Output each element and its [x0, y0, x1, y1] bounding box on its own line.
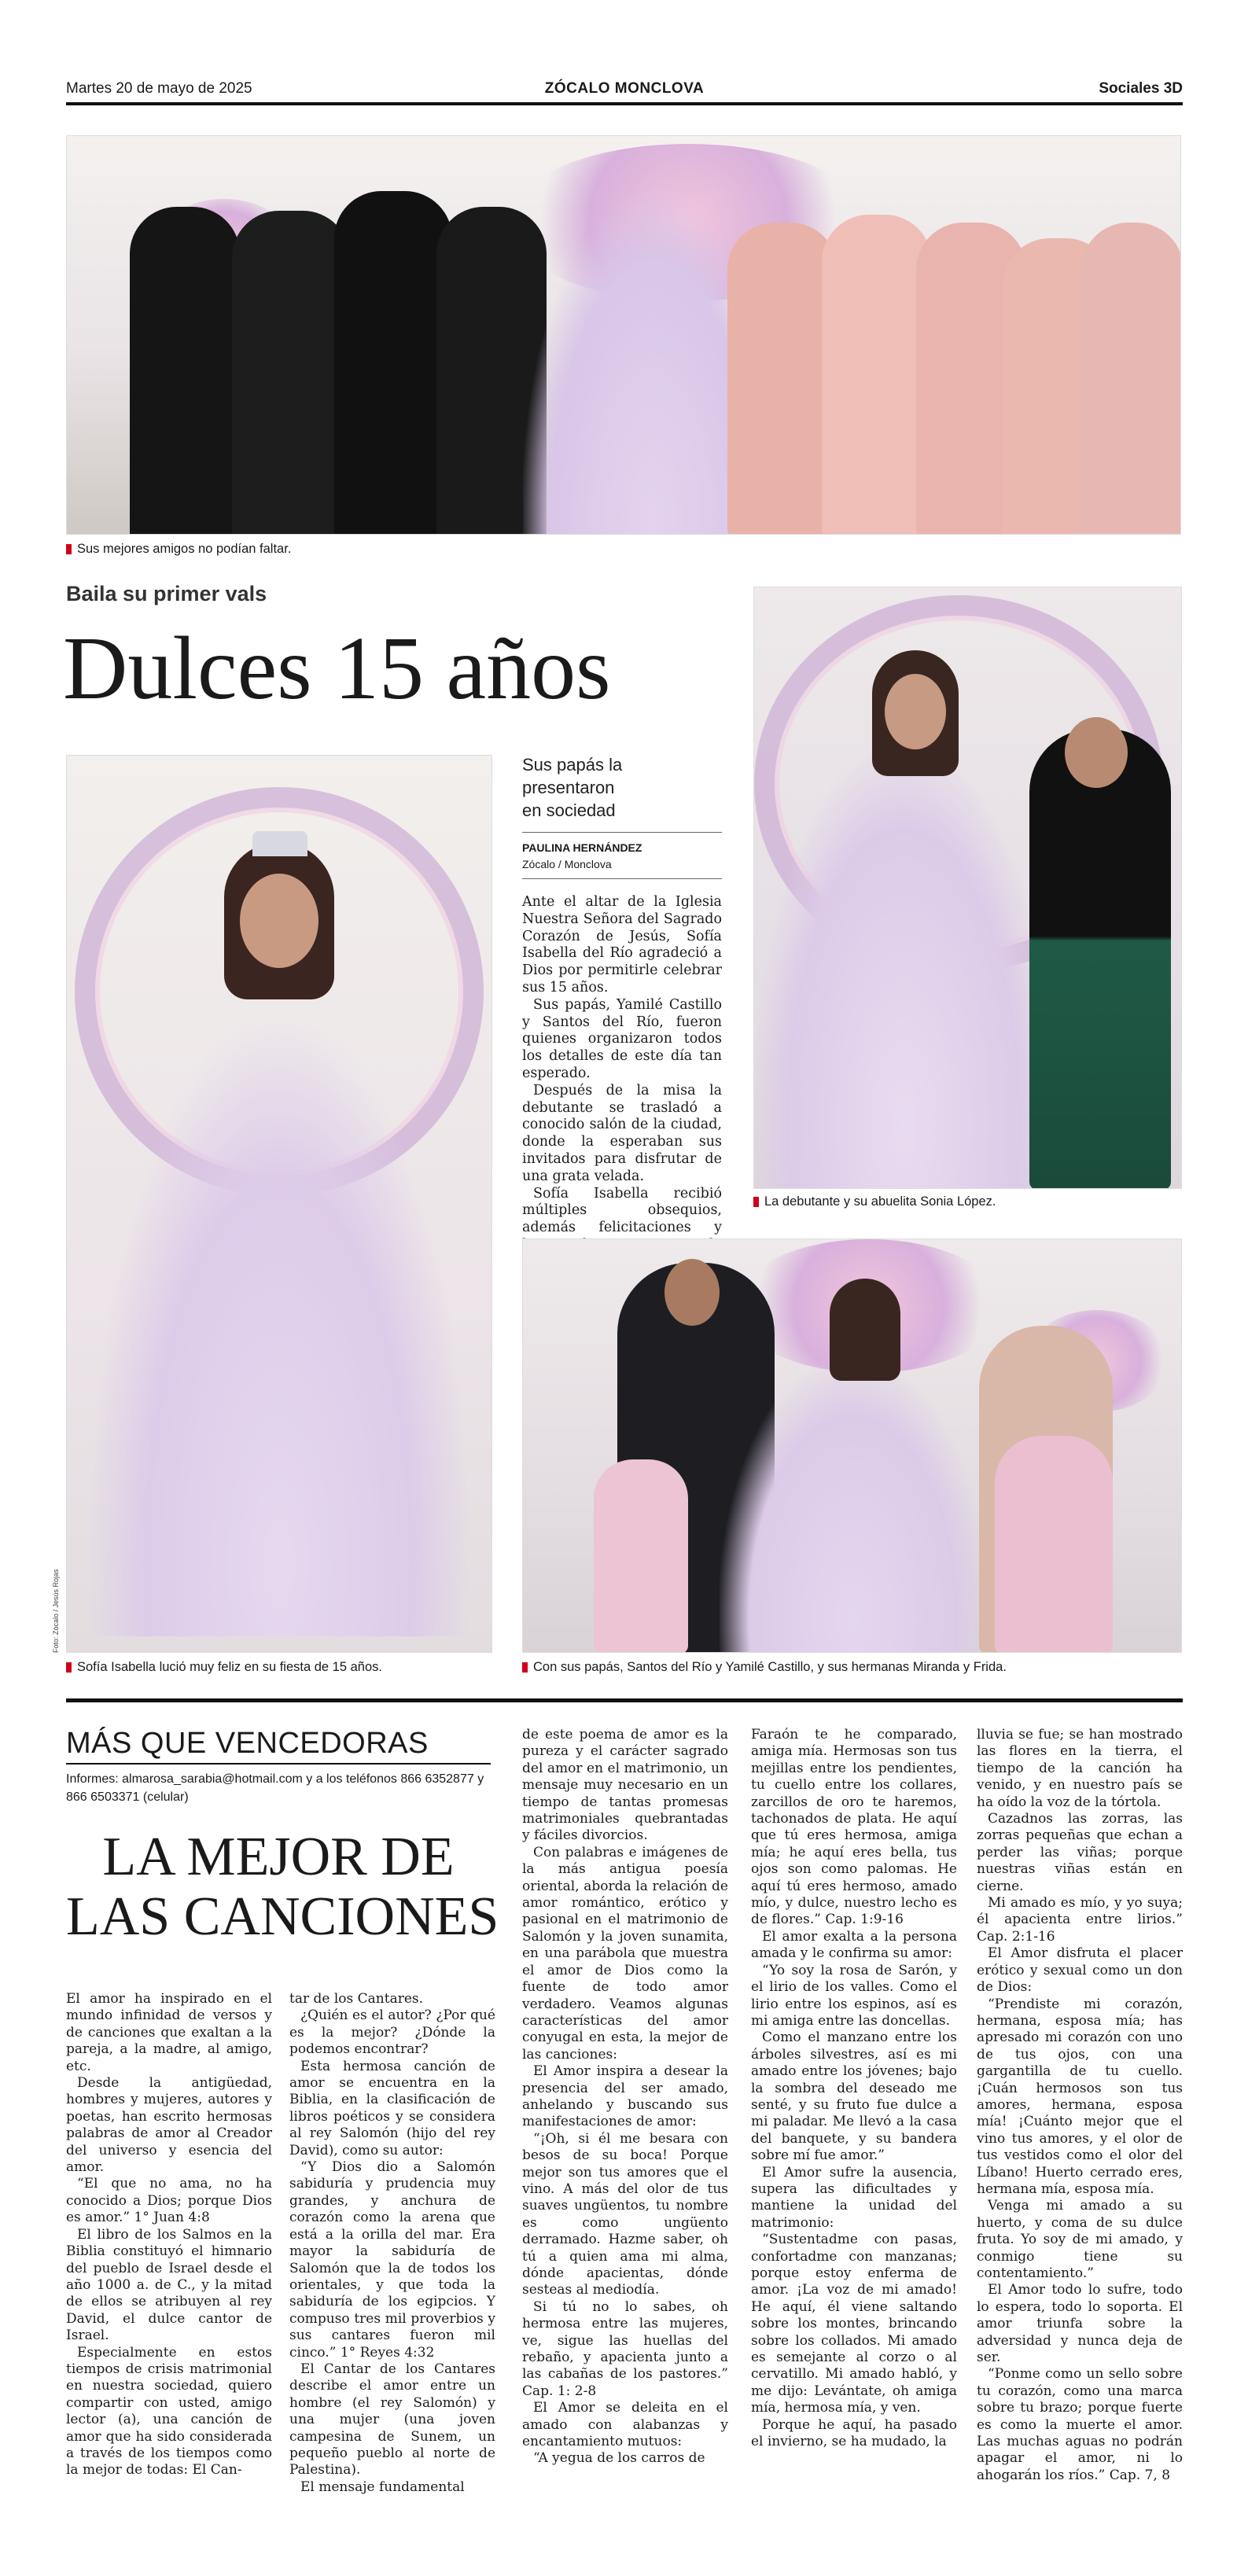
column-text-5 [977, 1727, 1183, 2484]
column-paragraph: El mensaje fundamental [300, 2478, 465, 2495]
column-paragraph: “Prendiste mi corazón, hermana, esposa mía; has apresado mi corazón con uno de tus ojos, con una gargantilla de tu cuello. ¡Cuán hermosos son tus amores, hermana, esposa mía! ¡Cuánto mejor que el vino tus amores, y el olor de tus vestidos como el olor del Líbano! Huerto cerrado eres, hermana mía, esposa mía. [977, 1996, 1183, 2197]
family-caption: Con sus papás, Santos del Río y Yamilé Castillo, y sus hermanas Miranda y Frida. [522, 1659, 1007, 1675]
friends-group-photo [66, 135, 1181, 535]
column-paragraph: Faraón te he comparado, amiga mía. Hermosas son tus mejillas entre los pendientes, tu cuello entre los collares, zarcillos de oro te haremos, tachonados de plata. He aquí que tú eres hermosa, amiga mía; he aquí eres bella, tus ojos son como palomas. He aquí tú eres hermoso, amado mío, y dulce, nuestro lecho es de flores.” Cap. 1:9-16 [751, 1727, 957, 1928]
column-text-4 [751, 1727, 957, 2450]
column-paragraph: Como el manzano entre los árboles silvestres, así es mi amado entre los jóvenes; bajo la sombra del deseado me senté, y su fruto fue dulce a mi paladar. Me llevó a la casa del banquete, y su bandera sobre mí fue amor.” [751, 2030, 957, 2164]
section-page: Sociales 3D [1099, 80, 1183, 97]
article-kicker: Baila su primer vals [66, 582, 267, 605]
photo-credit: Foto: Zócalo / Jesús Rojas [52, 1569, 60, 1653]
column-paragraph: El amor exalta a la persona amada y le confirma su amor: [751, 1928, 957, 1962]
column-paragraph: El Cantar de los Cantares describe el amor entre un hombre (el rey Salomón) y una mujer (una joven campesina de Sunem, un pequeño pueblo al norte de Palestina). [289, 2361, 495, 2478]
section-divider [66, 1698, 1183, 1702]
column-paragraph: El amor ha inspirado en el mundo infinidad de versos y de canciones que exaltan a la pareja, a la madre, al amigo, etc. [66, 1991, 272, 2074]
column-paragraph: “El que no ama, no ha conocido a Dios; porque Dios es amor.” 1° Juan 4:8 [66, 2176, 272, 2226]
column-text-1 [66, 1991, 272, 2479]
grandmother-caption: La debutante y su abuelita Sonia López. [753, 1194, 996, 1209]
column-paragraph: El Amor inspira a desear la presencia del ser amado, anhelando y buscando sus manifestaciones de amor: [522, 2063, 728, 2130]
column-paragraph: “¡Oh, si él me besara con besos de su boca! Porque mejor son tus amores que el vino. A más del olor de tus suaves ungüentos, tu nombre es como ungüento derramado. Hazme saber, oh tú a quien ama mi alma, dónde apacientas, dónde sesteas al mediodía. [522, 2130, 728, 2298]
column-paragraph: “Yo soy la rosa de Sarón, y el lirio de los valles. Como el lirio entre los espinos, así es mi amiga entre las doncellas. [751, 1962, 957, 2029]
column-text-3 [522, 1727, 728, 2467]
column-paragraph: “Y Dios dio a Salomón sabiduría y prudencia muy grandes, y anchura de corazón como la arena que está a la orilla del mar. Era mayor la sabiduría de Salomón que la de todos los orientales, y que toda la sabiduría de los egipcios. Y compuso tres mil proverbios y sus cantares fueron mil cinco.” 1° Reyes 4:32 [289, 2159, 495, 2361]
column-paragraph: “A yegua de los carros de [533, 2450, 705, 2467]
dateline: Zócalo / Monclova [522, 858, 612, 870]
column-paragraph: tar de los Cantares. [289, 1991, 424, 2007]
column-paragraph: El Amor se deleita en el amado con alabanzas y encantamiento mutuos: [522, 2400, 728, 2450]
column-title-line2: LAS CANCIONES [66, 1886, 499, 1947]
column-paragraph: Esta hermosa canción de amor se encuentra en la Biblia, en la clasificación de libros poéticos y se considera al rey Salomón (hijo del rey David), como su autor: [289, 2058, 495, 2158]
article-paragraph: Sofía Isabella recibió múltiples obsequios, además felicitaciones y [522, 1185, 722, 1236]
column-paragraph: de este poema de amor es la pureza y el carácter sagrado del amor en el matrimonio, un mensaje muy necesario en un tiempo de tantas promesas matrimoniales quebrantadas y fáciles divorcios. [522, 1727, 728, 1844]
grandmother-photo [753, 587, 1182, 1189]
column-paragraph: “Ponme como un sello sobre tu corazón, como una marca sobre tu brazo; porque fuerte es como la muerte el amor. Las muchas aguas no podrán apagar el amor, ni lo ahogarán los ríos.” Cap. 7, 8 [977, 2366, 1183, 2483]
column-paragraph: “Sustentadme con pasas, confortadme con manzanas; porque estoy enferma de amor. ¡La voz de mi amado! He aquí, él viene saltando sobre los montes, brincando sobre los collados. Mi amado es semejante al corzo o al cervatillo. Mi amado habló, y me dijo: Levántate, oh amiga mía, hermosa mía, y ven. [751, 2232, 957, 2416]
article-paragraph: Ante el altar de la Iglesia Nuestra Señora del Sagrado Corazón de Jesús, Sofía Isabella del Río agradeció a Dios por permitirle celebrar sus 15 años. [522, 894, 722, 995]
portrait-caption: Sofía Isabella lució muy feliz en su fiesta de 15 años. [66, 1659, 382, 1675]
issue-date: Martes 20 de mayo de 2025 [66, 80, 252, 97]
column-paragraph: lluvia se fue; se han mostrado las flores en la tierra, el tiempo de la canción ha venido, y en nuestro país se ha oído la voz de la tórtola. [977, 1727, 1183, 1810]
column-paragraph: Mi amado es mío, y yo suya; él apacienta entre lirios.” Cap. 2:1-16 [977, 1895, 1183, 1945]
column-paragraph: ¿Quién es el autor? ¿Por qué es la mejor? ¿Dónde la podemos encontrar? [289, 2007, 495, 2058]
byline: PAULINA HERNÁNDEZ [522, 841, 642, 854]
article-headline: Dulces 15 años [63, 618, 611, 718]
quinceanera-portrait-photo [66, 755, 492, 1653]
column-text-2 [289, 1991, 495, 2496]
column-paragraph: El Amor disfruta el placer erótico y sexual como un don de Dios: [977, 1945, 1183, 1996]
column-paragraph: El Amor todo lo sufre, todo lo espera, todo lo soporta. El amor triunfa sobre la adversidad y nunca deja de ser. [977, 2282, 1183, 2366]
column-paragraph: Si tú no lo sabes, oh hermosa entre las mujeres, ve, sigue las huellas del rebaño, y apacienta junto a las cabañas de los pastores.” Cap. 1: 2-8 [522, 2298, 728, 2399]
column-paragraph: Con palabras e imágenes de la más antigua poesía oriental, aborda la relación de amor romántico, erótico y pasional en el matrimonio de Salomón y la joven sunamita, en una parábola que muestra el amor de Dios como la fuente de todo amor verdadero. Veamos algunas características del amor conyugal en esta, la mejor de las canciones: [522, 1844, 728, 2063]
column-contact: Informes: almarosa_sarabia@hotmail.com y a los teléfonos 866 6352877 y 866 6503371 (celular) [66, 1772, 484, 1804]
page-header [66, 77, 1183, 105]
column-section-title: MÁS QUE VENCEDORAS [66, 1727, 429, 1760]
column-paragraph: Venga mi amado a su huerto, y coma de su dulce fruta. Yo soy de mi amado, y conmigo tiene su contentamiento.” [977, 2198, 1183, 2281]
family-photo [522, 1238, 1182, 1653]
article-paragraph: Sus papás, Yamilé Castillo y Santos del Río, fueron quienes organizaron todos los detalles de este día tan esperado. [522, 996, 722, 1081]
article-body [522, 894, 722, 1271]
column-paragraph: Desde la antigüedad, hombres y mujeres, autores y poetas, han escrito hermosas palabras de amor al Creador del universo y esencia del amor. [66, 2075, 272, 2176]
column-title-line1: LA MEJOR DE [102, 1827, 455, 1887]
column-paragraph: El Amor sufre la ausencia, supera las dificultades y mantiene la unidad del matrimonio: [751, 2164, 957, 2231]
newspaper-name: ZÓCALO MONCLOVA [544, 80, 705, 97]
friends-photo-caption: Sus mejores amigos no podían faltar. [66, 541, 291, 557]
article-deck: Sus papás la presentaron en sociedad [522, 755, 623, 820]
column-paragraph: El libro de los Salmos en la Biblia constituyó el himnario del pueblo de Israel desde el año 1000 a. de C., y la mitad de ellos se atribuyen al rey David, el dulce cantor de Israel. [66, 2226, 272, 2344]
column-title [66, 1827, 499, 1947]
column-paragraph: Especialmente en estos tiempos de crisis matrimonial en nuestra sociedad, quiero compartir con usted, amigo lector (a), una canción de amor que ha sido considerada a través de los tiempos como la mejor de todas: El Can- [66, 2344, 272, 2478]
column-paragraph: Porque he aquí, ha pasado el invierno, se ha mudado, la [751, 2416, 957, 2450]
article-paragraph: Después de la misa la debutante se trasladó a conocido salón de la ciudad, donde la esperaban sus invitados para disfrutar de una grata velada. [522, 1082, 722, 1184]
column-paragraph: Cazadnos las zorras, las zorras pequeñas que echan a perder las viñas; porque nuestras viñas están en cierne. [977, 1811, 1183, 1894]
